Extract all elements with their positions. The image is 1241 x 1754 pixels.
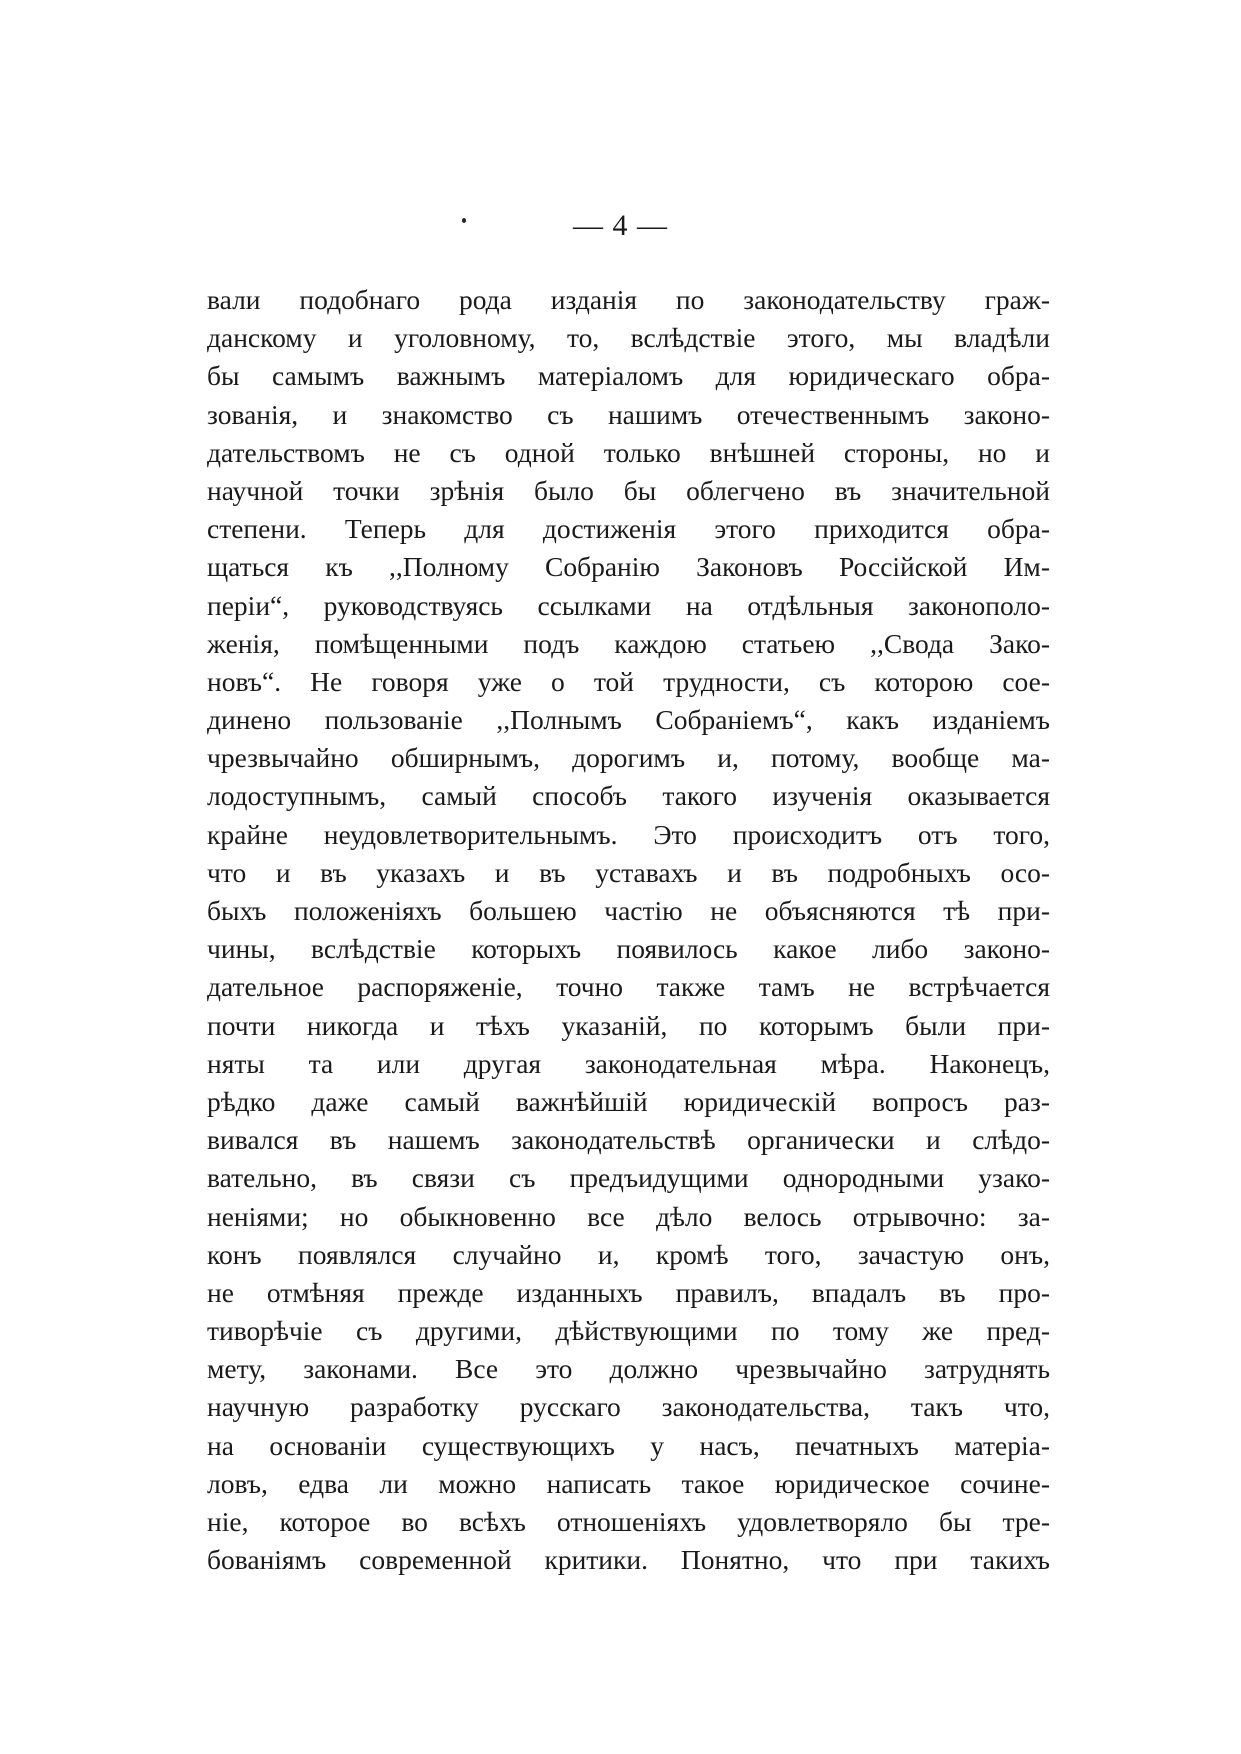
text-line: рѣдко даже самый важнѣйшій юридическій вопросъ раз- <box>207 1085 1050 1117</box>
text-line: динено пользованіе ,,Полнымъ Собраніемъ“, какъ изданіемъ <box>207 704 1050 736</box>
text-line: ловъ, едва ли можно написать такое юридическое сочине- <box>207 1467 1050 1499</box>
text-line: бованіямъ современной критики. Понятно, что при такихъ <box>207 1544 1050 1576</box>
text-line: тиворѣчіе съ другими, дѣйствующими по тому же пред- <box>207 1315 1050 1347</box>
text-line: вивался въ нашемъ законодательствѣ органически и слѣдо- <box>207 1124 1050 1156</box>
body-text <box>207 281 1050 1579</box>
text-line: чины, вслѣдствіе которыхъ появилось какое либо законо- <box>207 933 1050 965</box>
text-line: лодоступнымъ, самый способъ такого изученія оказывается <box>207 780 1050 812</box>
text-line: что и въ указахъ и въ уставахъ и въ подробныхъ осо- <box>207 856 1050 888</box>
text-line: не отмѣняя прежде изданныхъ правилъ, впадалъ въ про- <box>207 1276 1050 1308</box>
text-line: почти никогда и тѣхъ указаній, по которымъ были при- <box>207 1009 1050 1041</box>
text-line: няты та или другая законодательная мѣра. Наконецъ, <box>207 1047 1050 1079</box>
text-line: женія, помѣщенными подъ каждою статьею ,,Свода Зако- <box>207 627 1050 659</box>
text-line: неніями; но обыкновенно все дѣло велось отрывочно: за- <box>207 1200 1050 1232</box>
text-line: конъ появлялся случайно и, кромѣ того, зачастую онъ, <box>207 1238 1050 1270</box>
text-line: ніе, которое во всѣхъ отношеніяхъ удовлетворяло бы тре- <box>207 1506 1050 1537</box>
text-line: дательное распоряженіе, точно также тамъ не встрѣчается <box>207 971 1050 1003</box>
text-line: новъ“. Не говоря уже о той трудности, съ которою сое- <box>207 665 1050 697</box>
text-line: научную разработку русскаго законодательства, такъ что, <box>207 1391 1050 1423</box>
text-line: дательствомъ не съ одной только внѣшней стороны, но и <box>207 436 1050 468</box>
text-line: періи“, руководствуясь ссылками на отдѣльныя законополо- <box>207 589 1050 621</box>
text-line: быхъ положеніяхъ большею частію не объясняются тѣ при- <box>207 895 1050 926</box>
text-line: щаться къ ,,Полному Собранію Законовъ Россійской Им- <box>207 551 1050 583</box>
text-line: вательно, въ связи съ предъидущими однородными узако- <box>207 1162 1050 1194</box>
text-line: мету, законами. Все это должно чрезвычайно затруднять <box>207 1353 1050 1385</box>
text-line: данскому и уголовному, то, вслѣдствіе этого, мы владѣли <box>207 322 1050 354</box>
text-line: степени. Теперь для достиженія этого приходится обра- <box>207 513 1050 545</box>
text-line: зованія, и знакомство съ нашимъ отечественнымъ законо- <box>207 398 1050 430</box>
text-line: вали подобнаго рода изданія по законодательству граж- <box>207 284 1050 315</box>
text-line: научной точки зрѣнія было бы облегчено въ значительной <box>207 474 1050 506</box>
text-line: бы самымъ важнымъ матеріаломъ для юридическаго обра- <box>207 360 1050 392</box>
text-line: чрезвычайно обширнымъ, дорогимъ и, потому, вообще ма- <box>207 742 1050 774</box>
text-line: на основаніи существующихъ у насъ, печатныхъ матеріа- <box>207 1429 1050 1461</box>
text-line: крайне неудовлетворительнымъ. Это происходитъ отъ того, <box>207 818 1050 850</box>
page-number: — 4 — <box>573 209 668 242</box>
